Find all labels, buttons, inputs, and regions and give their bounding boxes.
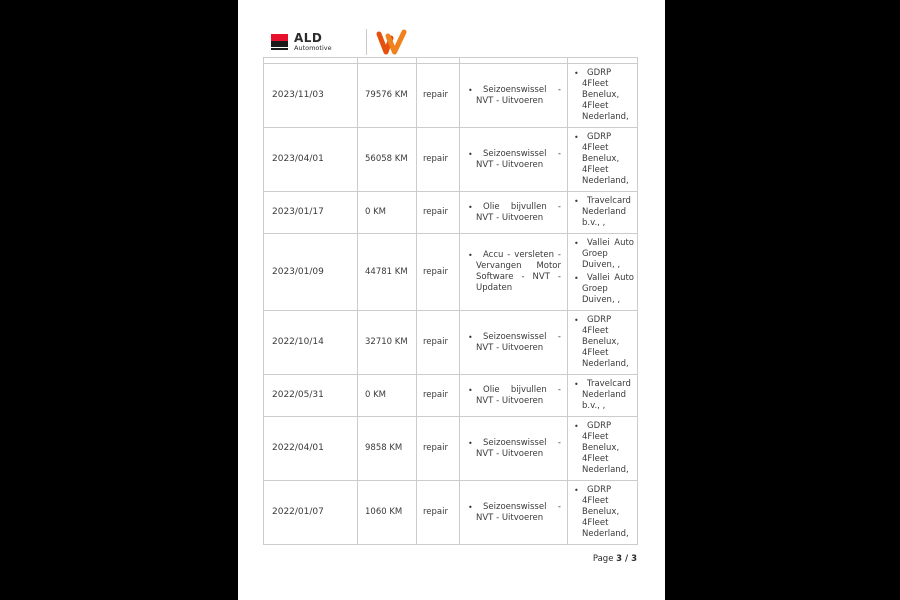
bullet-icon: • xyxy=(468,251,473,260)
company-item xyxy=(572,68,634,123)
service-row-1 xyxy=(264,128,638,192)
description-item-text: Seizoenswissel - NVT - Uitvoeren xyxy=(476,84,561,106)
companies-cell xyxy=(568,417,638,481)
service-row-3 xyxy=(264,234,638,311)
bullet-icon: • xyxy=(468,149,473,159)
brand-subtitle: Automotive xyxy=(294,44,332,53)
company-item-text: Vallei Auto Groep Duiven, , xyxy=(582,273,634,305)
company-item-text: GDRP 4Fleet Benelux, 4Fleet Nederland, xyxy=(582,68,629,122)
companies-cell xyxy=(568,234,638,311)
description-cell xyxy=(460,64,568,128)
description-item-text: Seizoenswissel - NVT - Uitvoeren xyxy=(476,148,561,170)
mileage-cell: 44781 KM xyxy=(358,234,417,311)
description-item xyxy=(466,385,561,407)
company-item xyxy=(572,132,634,187)
mileage-cell: 79576 KM xyxy=(358,64,417,128)
company-item-text: Travelcard Nederland b.v., , xyxy=(582,196,631,228)
bullet-icon: • xyxy=(574,197,579,206)
companies-cell xyxy=(568,128,638,192)
date-cell: 2023/01/17 xyxy=(264,192,358,234)
companies-cell xyxy=(568,375,638,417)
description-cell xyxy=(460,234,568,311)
bullet-icon: • xyxy=(574,69,579,78)
service-row-5 xyxy=(264,375,638,417)
type-cell: repair xyxy=(417,417,460,481)
date-cell: 2023/11/03 xyxy=(264,64,358,128)
mileage-cell: 1060 KM xyxy=(358,481,417,545)
type-cell: repair xyxy=(417,375,460,417)
description-item-text: Seizoenswissel - NVT - Uitvoeren xyxy=(476,437,561,459)
bullet-icon: • xyxy=(574,133,579,142)
bullet-icon: • xyxy=(468,438,473,448)
service-row-0 xyxy=(264,64,638,128)
company-item xyxy=(572,485,634,540)
description-item xyxy=(466,149,561,171)
mileage-cell: 9858 KM xyxy=(358,417,417,481)
description-item xyxy=(466,332,561,354)
service-history-table xyxy=(263,57,638,545)
bullet-icon: • xyxy=(574,486,579,495)
company-item-text: GDRP 4Fleet Benelux, 4Fleet Nederland, xyxy=(582,132,629,186)
company-item xyxy=(572,379,634,412)
type-cell: repair xyxy=(417,192,460,234)
description-item-text: Accu - versleten - Vervangen Motor Software - NVT - Updaten xyxy=(476,250,561,293)
description-cell xyxy=(460,311,568,375)
service-row-7 xyxy=(264,481,638,545)
type-cell: repair xyxy=(417,311,460,375)
type-cell: repair xyxy=(417,234,460,311)
bullet-icon: • xyxy=(574,316,579,325)
companies-cell xyxy=(568,311,638,375)
description-item-text: Olie bijvullen - NVT - Uitvoeren xyxy=(476,201,561,223)
description-cell xyxy=(460,417,568,481)
companies-cell xyxy=(568,481,638,545)
company-item-text: GDRP 4Fleet Benelux, 4Fleet Nederland, xyxy=(582,421,629,475)
description-item-text: Olie bijvullen - NVT - Uitvoeren xyxy=(476,384,561,406)
ald-logo-icon xyxy=(271,34,288,51)
description-item xyxy=(466,202,561,224)
mileage-cell: 56058 KM xyxy=(358,128,417,192)
date-cell: 2023/04/01 xyxy=(264,128,358,192)
service-row-4 xyxy=(264,311,638,375)
bullet-icon: • xyxy=(574,239,579,248)
company-item xyxy=(572,273,634,306)
description-item xyxy=(466,250,561,294)
service-row-2 xyxy=(264,192,638,234)
page-number-value: 3 / 3 xyxy=(616,554,637,564)
mileage-cell: 0 KM xyxy=(358,192,417,234)
type-cell: repair xyxy=(417,64,460,128)
brand-name: ALD xyxy=(294,31,323,46)
company-item xyxy=(572,421,634,476)
description-item-text: Seizoenswissel - NVT - Uitvoeren xyxy=(476,331,561,353)
page-number xyxy=(263,554,637,564)
type-cell: repair xyxy=(417,481,460,545)
description-cell xyxy=(460,375,568,417)
mileage-cell: 32710 KM xyxy=(358,311,417,375)
type-cell: repair xyxy=(417,128,460,192)
logo-divider xyxy=(366,29,367,55)
bullet-icon: • xyxy=(468,502,473,512)
date-cell: 2022/04/01 xyxy=(264,417,358,481)
company-item-text: GDRP 4Fleet Benelux, 4Fleet Nederland, xyxy=(582,315,629,369)
date-cell: 2023/01/09 xyxy=(264,234,358,311)
company-item xyxy=(572,315,634,370)
dealer-w-logo-icon xyxy=(376,29,408,56)
company-item-text: Vallei Auto Groep Duiven, , xyxy=(582,238,634,270)
bullet-icon: • xyxy=(468,332,473,342)
bullet-icon: • xyxy=(574,274,579,283)
description-item xyxy=(466,438,561,460)
company-item xyxy=(572,196,634,229)
bullet-icon: • xyxy=(468,85,473,95)
description-item xyxy=(466,85,561,107)
companies-cell xyxy=(568,192,638,234)
company-item-text: GDRP 4Fleet Benelux, 4Fleet Nederland, xyxy=(582,485,629,539)
description-item-text: Seizoenswissel - NVT - Uitvoeren xyxy=(476,501,561,523)
bullet-icon: • xyxy=(574,380,579,389)
description-cell xyxy=(460,192,568,234)
service-row-6 xyxy=(264,417,638,481)
description-cell xyxy=(460,481,568,545)
bullet-icon: • xyxy=(468,385,473,395)
description-item xyxy=(466,502,561,524)
date-cell: 2022/05/31 xyxy=(264,375,358,417)
document-header xyxy=(271,27,408,57)
description-cell xyxy=(460,128,568,192)
bullet-icon: • xyxy=(574,422,579,431)
page-number-label: Page xyxy=(592,554,614,564)
mileage-cell: 0 KM xyxy=(358,375,417,417)
date-cell: 2022/10/14 xyxy=(264,311,358,375)
company-item xyxy=(572,238,634,271)
company-item-text: Travelcard Nederland b.v., , xyxy=(582,379,631,411)
companies-cell xyxy=(568,64,638,128)
ald-automotive-logo xyxy=(271,32,332,52)
document-page xyxy=(238,0,665,600)
date-cell: 2022/01/07 xyxy=(264,481,358,545)
bullet-icon: • xyxy=(468,202,473,212)
